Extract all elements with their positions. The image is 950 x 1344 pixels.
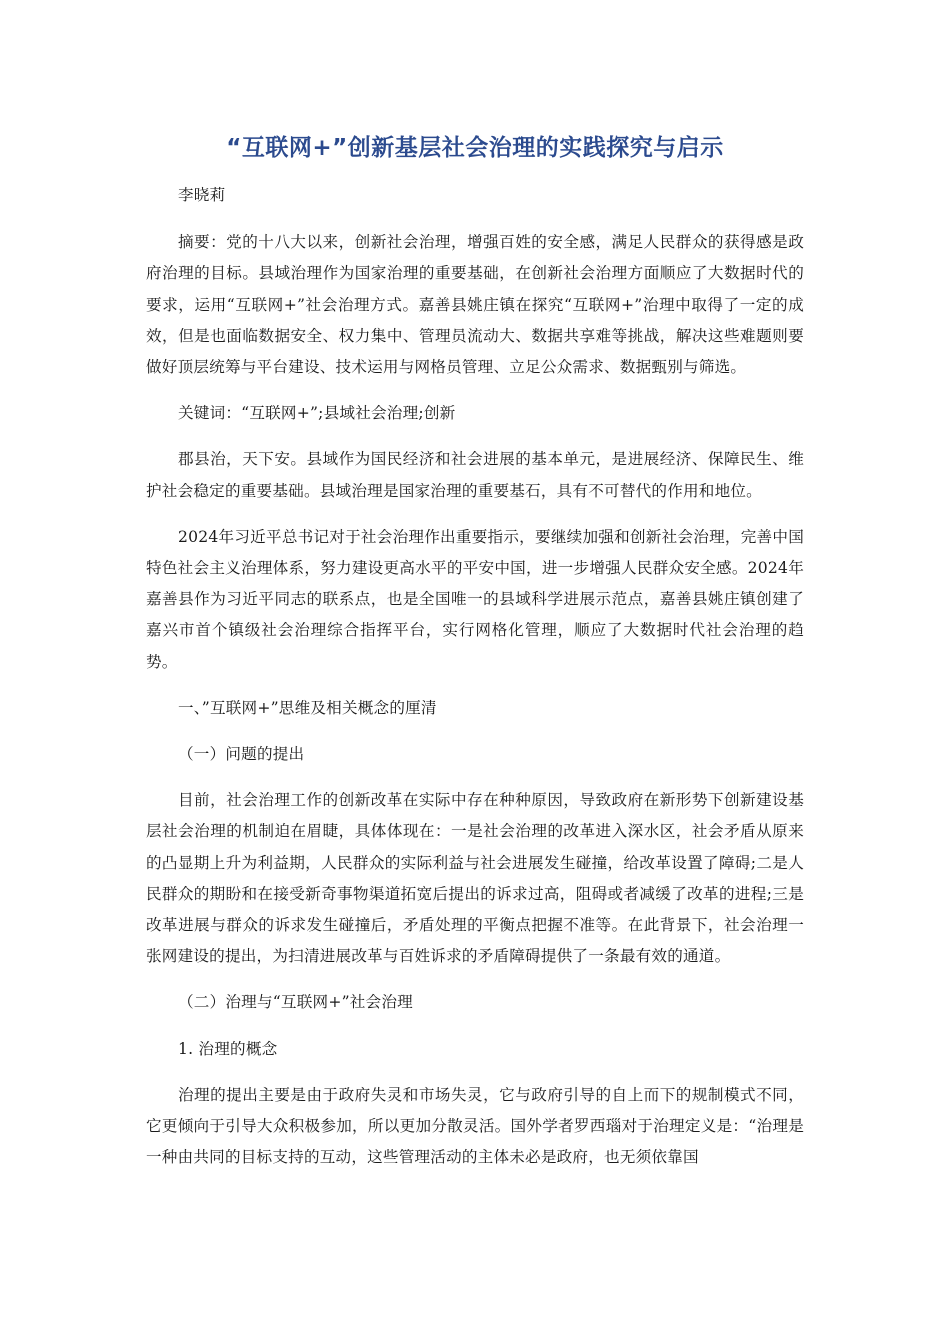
body-paragraph-1: 郡县治，天下安。县域作为国民经济和社会进展的基本单元，是进展经济、保障民生、维护社会稳定的重要基础。县域治理是国家治理的重要基石，具有不可替代的作用和地位。	[146, 450, 804, 500]
abstract-paragraph: 摘要：党的十八大以来，创新社会治理，增强百姓的安全感，满足人民群众的获得感是政府治理的目标。县域治理作为国家治理的重要基础，在创新社会治理方面顺应了大数据时代的要求，运用“互联网+”社会治理方式。嘉善县姚庄镇在探究“互联网+”治理中取得了一定的成效，但是也面临数据安全、权力集中、管理员流动大、数据共享难等挑战，解决这些难题则要做好顶层统筹与平台建设、技术运用与网格员管理、立足公众需求、数据甄别与筛选。	[146, 233, 804, 377]
keywords-line: 关键词：“互联网+”;县域社会治理;创新	[178, 404, 456, 423]
subsection-1-1-paragraph: 目前，社会治理工作的创新改革在实际中存在种种原因，导致政府在新形势下创新建设基层社会治理的机制迫在眉睫，具体体现在：一是社会治理的改革进入深水区，社会矛盾从原来的凸显期上升为利益期，人民群众的实际利益与社会进展发生碰撞，给改革设置了障碍;二是人民群众的期盼和在接受新奇事物渠道拓宽后提出的诉求过高，阻碍或者减缓了改革的进程;三是改革进展与群众的诉求发生碰撞后，矛盾处理的平衡点把握不准等。在此背景下，社会治理一张网建设的提出，为扫清进展改革与百姓诉求的矛盾障碍提供了一条最有效的通道。	[146, 791, 804, 966]
subsubsection-1-2-1-paragraph: 治理的提出主要是由于政府失灵和市场失灵，它与政府引导的自上而下的规制模式不同，它更倾向于引导大众积极参加，所以更加分散灵活。国外学者罗西瑙对于治理定义是：“治理是一种由共同的目标支持的互动，这些管理活动的主体未必是政府，也无须依靠国	[146, 1085, 804, 1167]
subsection-heading-1-1: （一）问题的提出	[178, 745, 305, 764]
author-name: 李晓莉	[178, 186, 226, 204]
paper-title: “互联网+”创新基层社会治理的实践探究与启示	[226, 135, 724, 161]
subsection-heading-1-2: （二）治理与“互联网+”社会治理	[178, 993, 413, 1012]
subsubsection-heading-1-2-1: 1. 治理的概念	[178, 1039, 278, 1058]
body-paragraph-2: 2024年习近平总书记对于社会治理作出重要指示，要继续加强和创新社会治理，完善中国特色社会主义治理体系，努力建设更高水平的平安中国，进一步增强人民群众安全感。2024年嘉善县作为习近平同志的联系点，也是全国唯一的县域科学进展示范点，嘉善县姚庄镇创建了嘉兴市首个镇级社会治理综合指挥平台，实行网格化管理，顺应了大数据时代社会治理的趋势。	[146, 527, 804, 671]
section-heading-1: 一、”互联网+”思维及相关概念的厘清	[178, 698, 437, 717]
